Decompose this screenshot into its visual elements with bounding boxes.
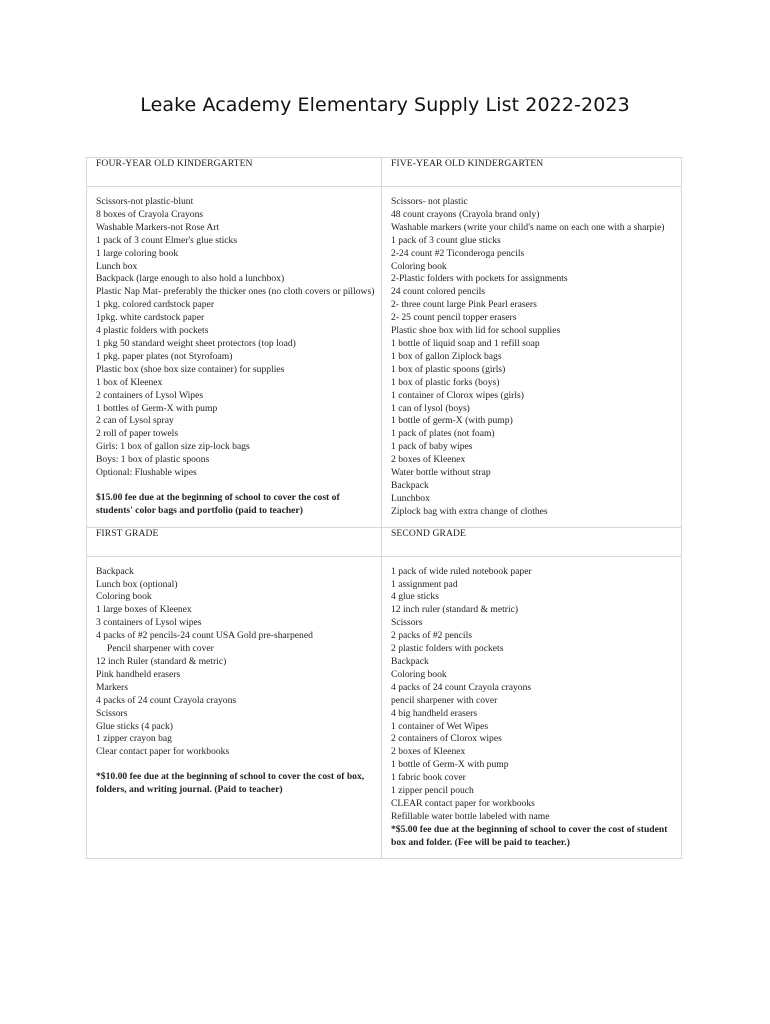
supply-item: 2 can of Lysol spray <box>96 415 174 427</box>
supply-item: 1 container of Wet Wipes <box>391 720 489 732</box>
supply-item: Scissors <box>96 707 128 719</box>
supply-item: 8 boxes of Crayola Crayons <box>96 208 204 220</box>
supply-item: Plastic box (shoe box size container) for supplies <box>96 363 285 375</box>
supply-item: 1 large coloring book <box>96 247 179 259</box>
supply-item: 48 count crayons (Crayola brand only) <box>391 208 540 220</box>
supply-item: 1 pack of plates (not foam) <box>391 428 495 440</box>
supply-item: 2 boxes of Kleenex <box>391 746 466 758</box>
grades-header-row <box>87 527 682 556</box>
supply-item: Washable markers (write your child's name on each one with a sharpie) <box>391 221 665 233</box>
document-title: Leake Academy Elementary Supply List 2022-2023 <box>140 94 630 116</box>
second-grade-fee-note: *$5.00 fee due at the beginning of school to cover the cost of student box and folder. (Fee will be paid to teacher.) <box>391 823 668 848</box>
supply-item: Scissors-not plastic-blunt <box>96 196 194 207</box>
supply-item: Scissors <box>391 617 423 629</box>
supply-item: Washable Markers-not Rose Art <box>96 221 220 233</box>
supply-item: Lunch box (optional) <box>96 578 178 590</box>
supply-item: 1 pack of 3 count Elmer's glue sticks <box>96 234 238 246</box>
supply-item: 1 assignment pad <box>391 578 458 590</box>
supply-item: Plastic shoe box with lid for school supplies <box>391 325 561 337</box>
second-grade-supply-list <box>391 566 675 824</box>
supply-item: Optional: Flushable wipes <box>96 467 197 479</box>
supply-item: 1 bottle of Germ-X with pump <box>391 759 509 771</box>
supply-item: pencil sharpener with cover <box>391 694 498 706</box>
kindergarten-header-row <box>87 158 682 187</box>
k5-heading: FIVE-YEAR OLD KINDERGARTEN <box>382 158 682 187</box>
first-grade-cell <box>87 556 382 858</box>
k4-supply-list <box>96 196 375 480</box>
kindergarten-body-row <box>87 187 682 528</box>
supply-item: 1 pack of 3 count glue sticks <box>391 234 501 246</box>
supply-item: Ziplock bag with extra change of clothes <box>391 505 548 517</box>
second-grade-heading: SECOND GRADE <box>382 527 682 556</box>
supply-item: 1 box of plastic forks (boys) <box>391 376 500 388</box>
supply-item: 1 bottle of germ-X (with pump) <box>391 415 513 427</box>
supply-item: 2 containers of Lysol Wipes <box>96 389 204 401</box>
supply-item: Refillable water bottle labeled with name <box>391 810 550 822</box>
supply-item: Pencil sharpener with cover <box>107 643 214 655</box>
supply-item: Boys: 1 box of plastic spoons <box>96 454 210 466</box>
k5-cell <box>382 187 682 528</box>
supply-item: Backpack <box>391 656 429 667</box>
supply-item: 1 can of lysol (boys) <box>391 402 470 414</box>
supply-item: 2 containers of Clorox wipes <box>391 733 502 745</box>
supply-item: 4 packs of 24 count Crayola crayons <box>391 681 532 693</box>
first-grade-heading: FIRST GRADE <box>87 527 382 556</box>
grades-body-row <box>87 556 682 858</box>
supply-item: 4 big handheld erasers <box>391 707 478 719</box>
supply-item: 1 pkg 50 standard weight sheet protectors (top load) <box>96 337 296 349</box>
supply-item: 12 inch ruler (standard & metric) <box>391 604 519 616</box>
supply-item: 24 count colored pencils <box>391 286 486 298</box>
supply-item: Backpack <box>391 479 429 491</box>
supply-list-table <box>86 157 682 859</box>
supply-item: 1 zipper pencil pouch <box>391 785 474 797</box>
first-grade-supply-list <box>96 566 375 760</box>
supply-item: 1 bottles of Germ-X with pump <box>96 402 218 414</box>
supply-item: CLEAR contact paper for workbooks <box>391 797 535 809</box>
supply-item: 1 pack of wide ruled notebook paper <box>391 565 532 577</box>
k5-supply-list <box>391 196 675 519</box>
supply-item: Glue sticks (4 pack) <box>96 720 173 732</box>
supply-item: 1 large boxes of Kleenex <box>96 604 192 616</box>
supply-item: Lunchbox <box>391 492 430 504</box>
supply-item: Markers <box>96 681 128 693</box>
k4-fee-note: $15.00 fee due at the beginning of school to cover the cost of students' color bags and portfolio (paid to teacher) <box>96 491 340 516</box>
supply-item: Coloring book <box>391 260 447 272</box>
supply-item: 4 glue sticks <box>391 591 439 603</box>
supply-item: 1 pkg. paper plates (not Styrofoam) <box>96 350 233 362</box>
supply-item: 1 bottle of liquid soap and 1 refill soap <box>391 337 540 349</box>
supply-item: 1 box of gallon Ziplock bags <box>391 350 502 362</box>
supply-item: 1 zipper crayon bag <box>96 733 172 745</box>
supply-item: 2 packs of #2 pencils <box>391 630 472 642</box>
k4-heading: FOUR-YEAR OLD KINDERGARTEN <box>87 158 382 187</box>
supply-item: 3 containers of Lysol wipes <box>96 617 202 629</box>
k4-cell <box>87 187 382 528</box>
second-grade-cell <box>382 556 682 858</box>
supply-item: Girls: 1 box of gallon size zip-lock bags <box>96 441 250 453</box>
supply-item: 1 box of Kleenex <box>96 376 163 388</box>
supply-item: 2 plastic folders with pockets <box>391 643 504 655</box>
first-grade-fee-note: *$10.00 fee due at the beginning of school to cover the cost of box, folders, and writing journal. (Paid to teacher) <box>96 771 365 796</box>
supply-item: Water bottle without strap <box>391 467 491 479</box>
supply-item: 4 packs of 24 count Crayola crayons <box>96 694 237 706</box>
supply-item: 12 inch Ruler (standard & metric) <box>96 656 227 667</box>
supply-item: 1pkg. white cardstock paper <box>96 312 205 324</box>
supply-item: Coloring book <box>391 668 447 680</box>
supply-item: Lunch box <box>96 260 138 272</box>
supply-item: Backpack (large enough to also hold a lunchbox) <box>96 273 285 285</box>
supply-item: 2- 25 count pencil topper erasers <box>391 312 517 324</box>
supply-item: Pink handheld erasers <box>96 668 181 680</box>
supply-item: 1 fabric book cover <box>391 772 466 784</box>
supply-item: 1 pkg. colored cardstock paper <box>96 299 215 311</box>
supply-item: 1 pack of baby wipes <box>391 441 473 453</box>
supply-item: Coloring book <box>96 591 152 603</box>
supply-item: 2 boxes of Kleenex <box>391 454 466 466</box>
supply-item: 4 packs of #2 pencils-24 count USA Gold pre-sharpened <box>96 630 313 642</box>
supply-item: Plastic Nap Mat- preferably the thicker ones (no cloth covers or pillows) <box>96 286 375 298</box>
supply-item: 2-24 count #2 Ticonderoga pencils <box>391 247 525 259</box>
supply-item: Scissors- not plastic <box>391 196 468 207</box>
supply-item: 2- three count large Pink Pearl erasers <box>391 299 537 311</box>
supply-item: 1 box of plastic spoons (girls) <box>391 363 506 375</box>
supply-item: 2 roll of paper towels <box>96 428 179 440</box>
supply-item: 1 container of Clorox wipes (girls) <box>391 389 524 401</box>
supply-item: Clear contact paper for workbooks <box>96 746 230 758</box>
supply-item: Backpack <box>96 565 134 577</box>
supply-item: 2-Plastic folders with pockets for assignments <box>391 273 568 285</box>
supply-item: 4 plastic folders with pockets <box>96 325 209 337</box>
